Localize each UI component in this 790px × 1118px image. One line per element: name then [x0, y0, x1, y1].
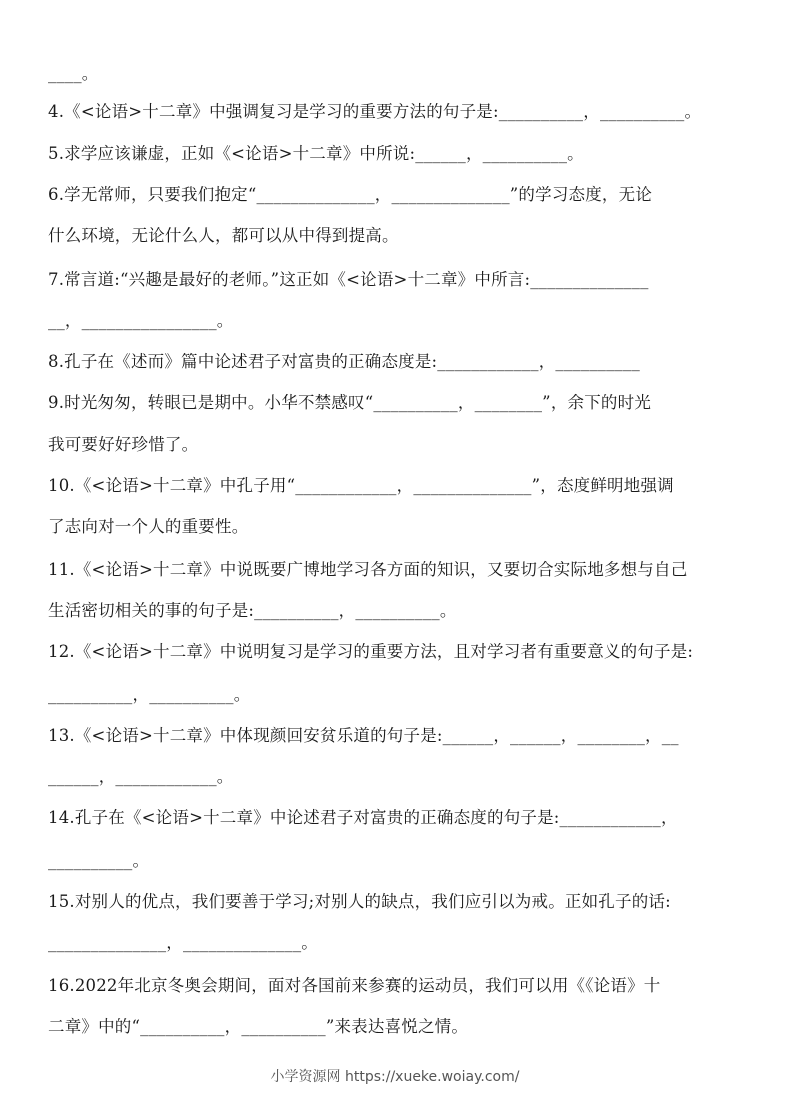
question-13: 13.《<论语>十二章》中体现颜回安贫乐道的句子是:______，______，________，__: [48, 726, 679, 745]
text-line: ______________，______________。: [48, 933, 318, 952]
question-7: 7.常言道:“兴趣是最好的老师。”这正如《<论语>十二章》中所言:______________: [48, 270, 649, 289]
question-15: 15.对别人的优点，我们要善于学习;对别人的缺点，我们应引以为戒。正如孔子的话:: [48, 892, 671, 911]
question-6: 6.学无常师，只要我们抱定“______________，______________”的学习态度，无论: [48, 185, 653, 204]
text-line: 二章》中的“__________，__________”来表达喜悦之情。: [48, 1017, 469, 1036]
text-line: ______，____________。: [48, 767, 234, 786]
question-10: 10.《<论语>十二章》中孔子用“____________，______________”，态度鲜明地强调: [48, 476, 674, 495]
question-14: 14.孔子在《<论语>十二章》中论述君子对富贵的正确态度的句子是:____________，: [48, 808, 678, 827]
text-line: __________。: [48, 851, 150, 870]
text-line: 什么环境，无论什么人，都可以从中得到提高。: [48, 226, 399, 245]
page-footer: 小学资源网 https://xueke.woiay.com/: [270, 1069, 520, 1085]
text-line: 生活密切相关的事的句子是:__________，__________。: [48, 601, 457, 620]
text-line: __，________________。: [48, 311, 234, 330]
question-5: 5.求学应该谦虚，正如《<论语>十二章》中所说:______，__________。: [48, 144, 584, 163]
text-line: ____。: [48, 64, 99, 83]
question-11: 11.《<论语>十二章》中说既要广博地学习各方面的知识，又要切合实际地多想与自己: [48, 560, 688, 579]
text-line: 了志向对一个人的重要性。: [48, 517, 249, 536]
question-4: 4.《<论语>十二章》中强调复习是学习的重要方法的句子是:__________，__________。: [48, 102, 702, 121]
text-line: __________，__________。: [48, 685, 251, 704]
question-16: 16.2022年北京冬奥会期间，面对各国前来参赛的运动员，我们可以用《《论语》十: [48, 976, 661, 995]
question-12: 12.《<论语>十二章》中说明复习是学习的重要方法，且对学习者有重要意义的句子是:: [48, 642, 694, 661]
question-9: 9.时光匆匆，转眼已是期中。小华不禁感叹“__________，________”，余下的时光: [48, 393, 652, 412]
question-8: 8.孔子在《述而》篇中论述君子对富贵的正确态度是:____________，__________: [48, 352, 640, 371]
text-line: 我可要好好珍惜了。: [48, 435, 199, 454]
